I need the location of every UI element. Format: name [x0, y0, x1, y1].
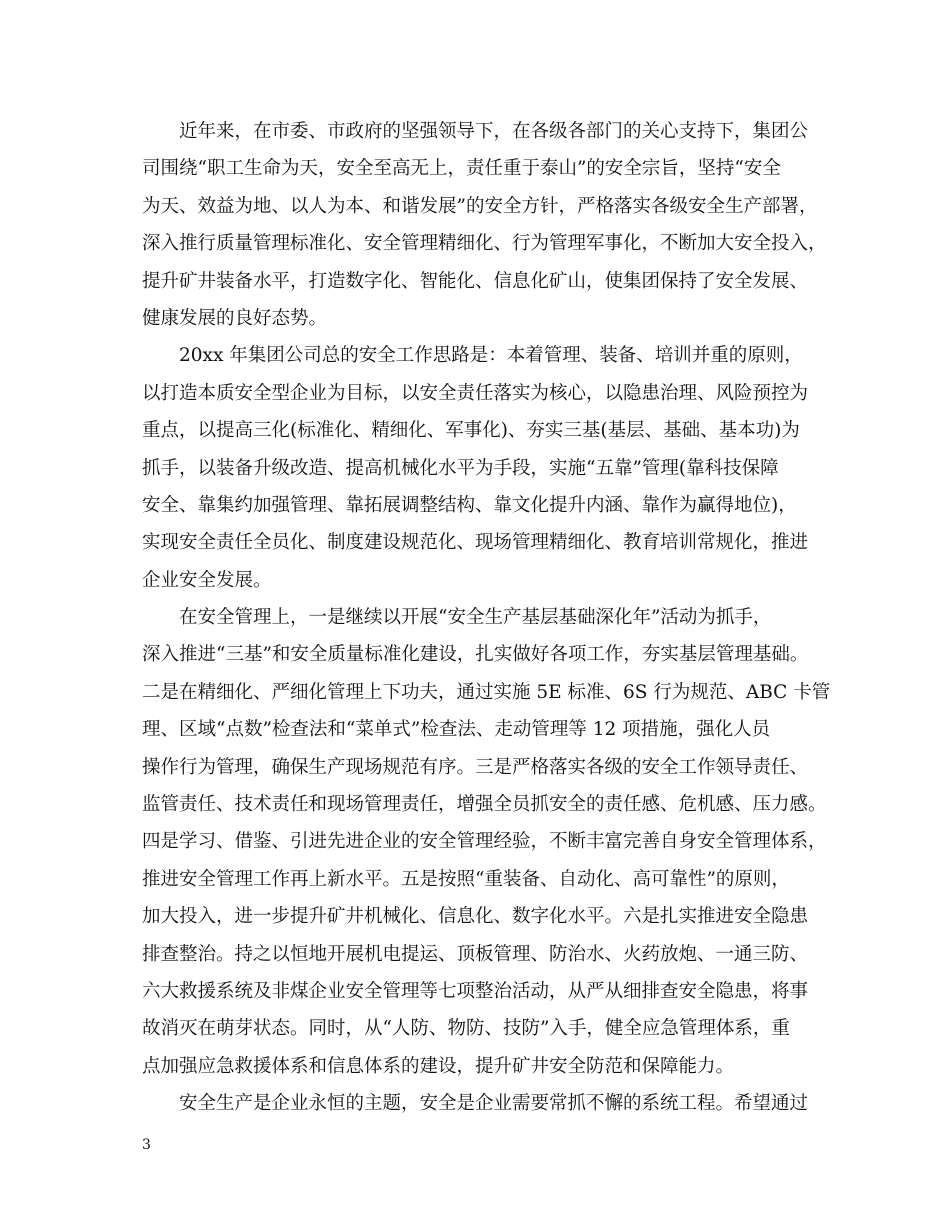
text-line: 故消灭在萌芽状态。同时，从“人防、物防、技防”入手，健全应急管理体系，重 [142, 1018, 790, 1040]
text-line: 重点，以提高三化(标准化、精细化、军事化)、夯实三基(基层、基础、基本功)为 [142, 420, 800, 442]
text-line: 为天、效益为地、以人为本、和谐发展”的安全方针，严格落实各级安全生产部署， [142, 195, 818, 217]
text-line: 排查整治。持之以恒地开展机电提运、顶板管理、防治水、火药放炮、一通三防、 [142, 943, 809, 965]
page-number: 3 [142, 1137, 151, 1153]
paragraph [142, 599, 831, 1085]
text-line: 加大投入，进一步提升矿井机械化、信息化、数字化水平。六是扎实推进安全隐患 [142, 906, 809, 928]
text-line: 抓手，以装备升级改造、提高机械化水平为手段，实施“五靠”管理(靠科技保障 [142, 457, 779, 479]
text-line: 点加强应急救援体系和信息体系的建设，提升矿井安全防范和保障能力。 [142, 1055, 735, 1077]
text-line: 安全生产是企业永恒的主题，安全是企业需要常抓不懈的系统工程。希望通过 [179, 1093, 809, 1115]
text-line: 深入推进“三基”和安全质量标准化建设，扎实做好各项工作，夯实基层管理基础。 [142, 644, 809, 666]
paragraph [142, 337, 822, 599]
text-line: 六大救援系统及非煤企业安全管理等七项整治活动，从严从细排查安全隐患，将事 [142, 980, 809, 1002]
text-line: 20xx 年集团公司总的安全工作思路是：本着管理、装备、培训并重的原则， [179, 345, 803, 367]
text-line: 以打造本质安全型企业为目标，以安全责任落实为核心，以隐患治理、风险预控为 [142, 382, 809, 404]
text-line: 推进安全管理工作再上新水平。五是按照“重装备、自动化、高可靠性”的原则， [142, 868, 790, 890]
text-line: 近年来，在市委、市政府的坚强领导下，在各级各部门的关心支持下，集团公 [179, 121, 809, 142]
text-line: 提升矿井装备水平，打造数字化、智能化、信息化矿山，使集团保持了安全发展、 [142, 270, 809, 292]
paragraph [142, 113, 827, 337]
text-line: 司围绕“职工生命为天，安全至高无上，责任重于泰山”的安全宗旨，坚持“安全 [142, 158, 781, 180]
text-line: 二是在精细化、严细化管理上下功夫，通过实施 5E 标准、6S 行为规范、ABC 卡管 [142, 681, 831, 703]
text-line: 操作行为管理，确保生产现场规范有序。三是严格落实各级的安全工作领导责任、 [142, 756, 809, 778]
text-line: 企业安全发展。 [142, 569, 272, 591]
text-line: 深入推行质量管理标准化、安全管理精细化、行为管理军事化，不断加大安全投入， [142, 233, 827, 255]
text-line: 四是学习、借鉴、引进先进企业的安全管理经验，不断丰富完善自身安全管理体系， [142, 831, 827, 853]
text-line: 安全、靠集约加强管理、靠拓展调整结构、靠文化提升内涵、靠作为赢得地位)， [142, 494, 797, 516]
text-line: 监管责任、技术责任和现场管理责任，增强全员抓安全的责任感、危机感、压力感。 [142, 794, 827, 816]
text-line: 在安全管理上，一是继续以开展“安全生产基层基础深化年”活动为抓手， [179, 607, 772, 629]
text-line: 实现安全责任全员化、制度建设规范化、现场管理精细化、教育培训常规化，推进 [142, 532, 809, 554]
document-body [142, 113, 831, 1123]
text-line: 理、区域“点数”检查法和“菜单式”检查法、走动管理等 12 项措施，强化人员 [142, 719, 771, 741]
text-line: 健康发展的良好态势。 [142, 307, 328, 329]
paragraph [142, 1085, 822, 1122]
